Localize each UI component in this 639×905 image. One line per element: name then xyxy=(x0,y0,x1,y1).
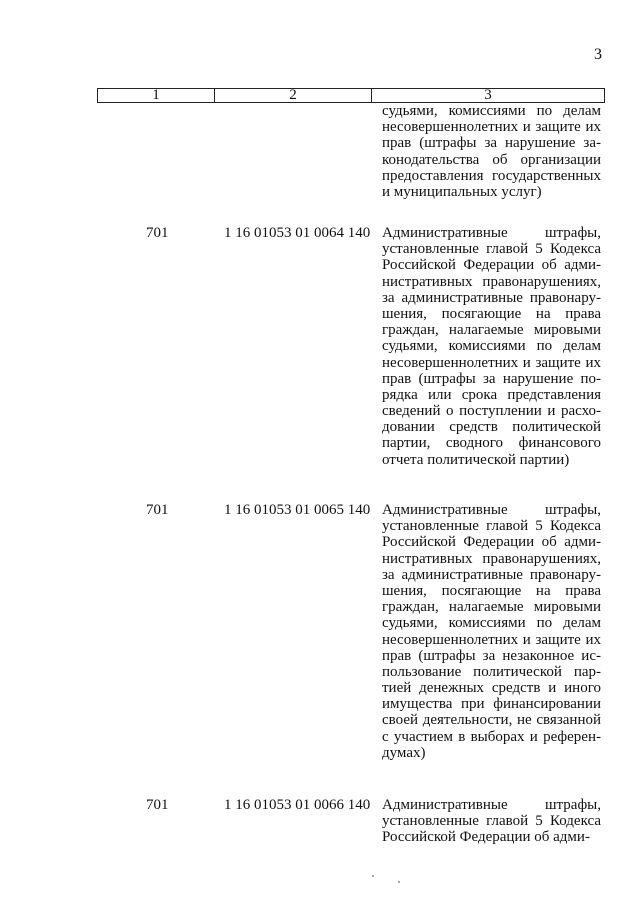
description-line: несовершеннолетних и защите их xyxy=(382,631,601,648)
description-line: несовершеннолетних и защите их xyxy=(382,354,601,371)
kbk-code: 1 16 01053 01 0065 140 xyxy=(224,502,371,518)
description-line: конодательства об организации xyxy=(382,151,601,168)
description-line: шения, посягающие на права xyxy=(382,305,601,322)
description-line: несовершеннолетних и защите их xyxy=(382,119,601,136)
description-line: за административные правонару- xyxy=(382,289,601,306)
description-line: прав (штрафы за незаконное ис- xyxy=(382,647,601,664)
description-line: думах) xyxy=(382,744,426,761)
description-line: Административные штрафы, xyxy=(382,502,601,518)
description-line: имущества при финансировании xyxy=(382,696,601,713)
row-description xyxy=(382,502,601,761)
description-line: шения, посягающие на права xyxy=(382,582,601,599)
description-line: пользование политической пар- xyxy=(382,663,601,680)
kbk-code: 1 16 01053 01 0066 140 xyxy=(224,797,371,813)
description-line: за административные правонару- xyxy=(382,566,601,583)
description-line: установленные главой 5 Кодекса xyxy=(382,813,601,830)
table-header-row xyxy=(97,88,605,103)
description-line: Российской Федерации об адми- xyxy=(382,257,601,274)
scan-speck xyxy=(372,875,374,877)
description-line: нистративных правонарушениях, xyxy=(382,273,601,290)
description-line: Российской Федерации об адми- xyxy=(382,829,590,846)
continuation-description xyxy=(382,103,601,200)
description-line: и муниципальных услуг) xyxy=(382,183,542,200)
admin-code: 701 xyxy=(146,502,169,518)
description-line: прав (штрафы за нарушение за- xyxy=(382,135,601,152)
description-line: предоставления государственных xyxy=(382,167,601,184)
description-line: судьями, комиссиями по делам xyxy=(382,103,601,119)
description-line: партии, сводного финансового xyxy=(382,435,601,452)
scan-speck xyxy=(398,881,400,883)
description-line: своей деятельности, не связанной xyxy=(382,712,601,729)
description-line: нистративных правонарушениях, xyxy=(382,550,601,567)
admin-code: 701 xyxy=(146,225,169,241)
description-line: с участием в выборах и референ- xyxy=(382,728,601,745)
admin-code: 701 xyxy=(146,797,169,813)
header-col-3: 3 xyxy=(484,87,492,103)
header-col-2: 2 xyxy=(215,89,372,102)
description-line: граждан, налагаемые мировыми xyxy=(382,599,601,616)
description-line: Административные штрафы, xyxy=(382,225,601,241)
description-line: тией денежных средств и иного xyxy=(382,680,601,697)
description-line: Административные штрафы, xyxy=(382,797,601,813)
row-description xyxy=(382,797,601,846)
description-line: отчета политической партии) xyxy=(382,451,570,468)
description-line: судьями, комиссиями по делам xyxy=(382,338,601,355)
row-description xyxy=(382,225,601,468)
description-line: граждан, налагаемые мировыми xyxy=(382,322,601,339)
description-line: прав (штрафы за нарушение по- xyxy=(382,370,601,387)
description-line: сведений о поступлении и расхо- xyxy=(382,403,601,420)
description-line: рядка или срока представления xyxy=(382,386,601,403)
description-line: установленные главой 5 Кодекса xyxy=(382,518,601,535)
description-line: Российской Федерации об адми- xyxy=(382,534,601,551)
kbk-code: 1 16 01053 01 0064 140 xyxy=(224,225,371,241)
description-line: довании средств политической xyxy=(382,419,601,436)
description-line: судьями, комиссиями по делам xyxy=(382,615,601,632)
description-line: установленные главой 5 Кодекса xyxy=(382,241,601,258)
page-number: 3 xyxy=(594,46,602,63)
header-col-1: 1 xyxy=(98,89,215,102)
